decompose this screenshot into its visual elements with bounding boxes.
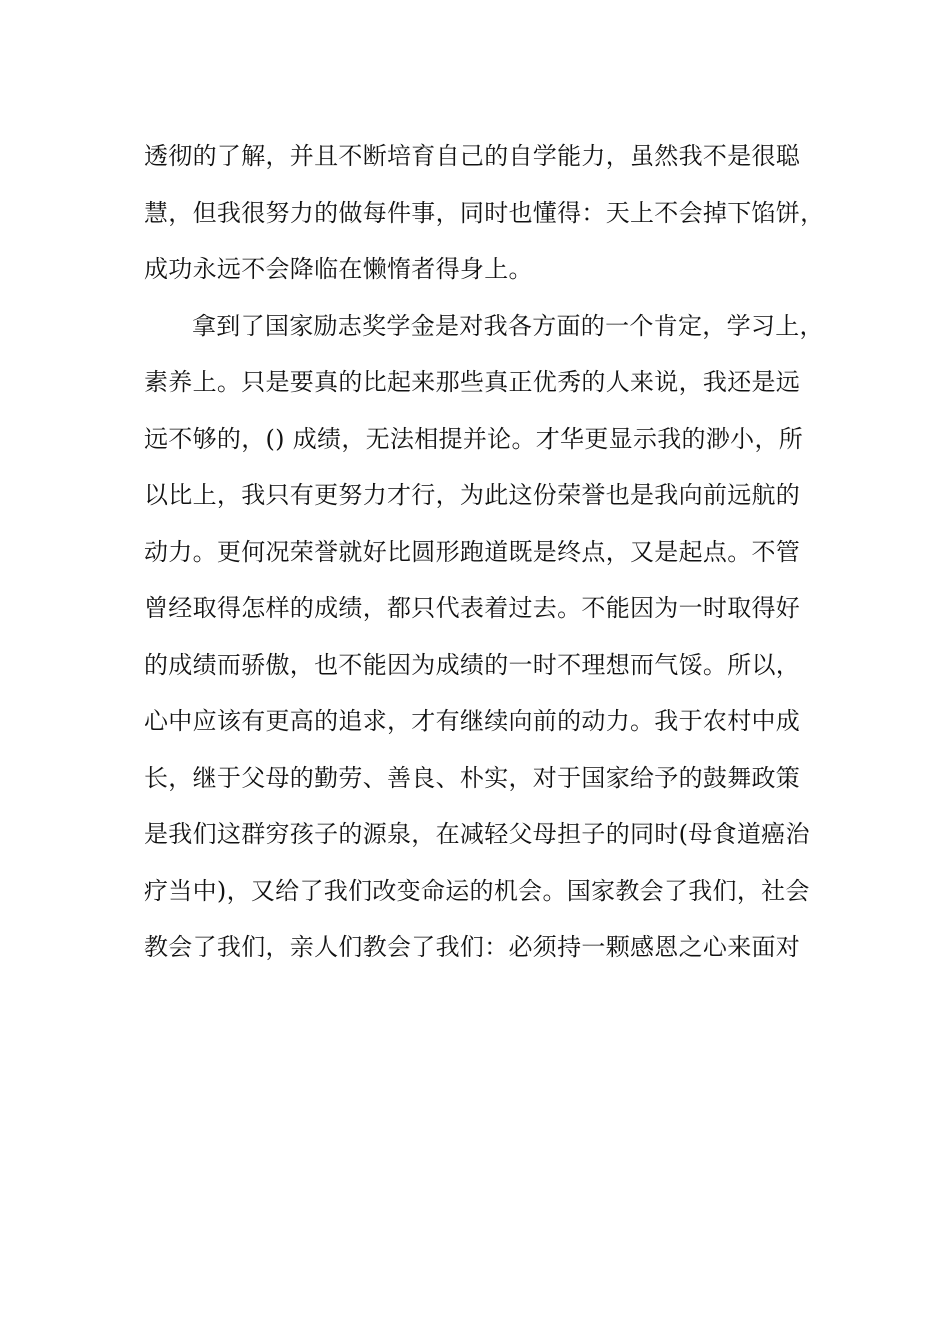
text-line-8: 动力。更何况荣誉就好比圆形跑道既是终点，又是起点。不管 <box>144 537 801 566</box>
text-line-3: 成功永远不会降临在懒惰者得身上。 <box>144 255 533 283</box>
text-line-12: 长，继于父母的勤劳、善良、朴实，对于国家给予的鼓舞政策 <box>144 763 801 792</box>
text-line-5: 素养上。只是要真的比起来那些真正优秀的人来说，我还是远 <box>144 368 801 396</box>
text-line-15: 教会了我们，亲人们教会了我们：必须持一颗感恩之心来面对 <box>144 933 801 961</box>
text-line-11: 心中应该有更高的追求，才有继续向前的动力。我于农村中成 <box>144 707 801 735</box>
text-line-6: 远不够的，() 成绩，无法相提并论。才华更显示我的渺小，所 <box>144 424 804 453</box>
text-line-14: 疗当中)，又给了我们改变命运的机会。国家教会了我们，社会 <box>144 876 810 905</box>
text-line-2: 慧，但我很努力的做每件事，同时也懂得：天上不会掉下馅饼， <box>144 198 825 227</box>
text-line-9: 曾经取得怎样的成绩，都只代表着过去。不能因为一时取得好 <box>144 594 801 622</box>
text-line-10: 的成绩而骄傲，也不能因为成绩的一时不理想而气馁。所以， <box>144 650 801 679</box>
text-line-7: 以比上，我只有更努力才行，为此这份荣誉也是我向前远航的 <box>144 481 801 509</box>
text-line-13: 是我们这群穷孩子的源泉，在减轻父母担子的同时(母食道癌治 <box>144 820 810 848</box>
body-text <box>144 128 834 976</box>
text-line-1: 透彻的了解，并且不断培育自己的自学能力，虽然我不是很聪 <box>144 142 801 170</box>
text-line-4: 拿到了国家励志奖学金是对我各方面的一个肯定，学习上， <box>192 311 824 340</box>
